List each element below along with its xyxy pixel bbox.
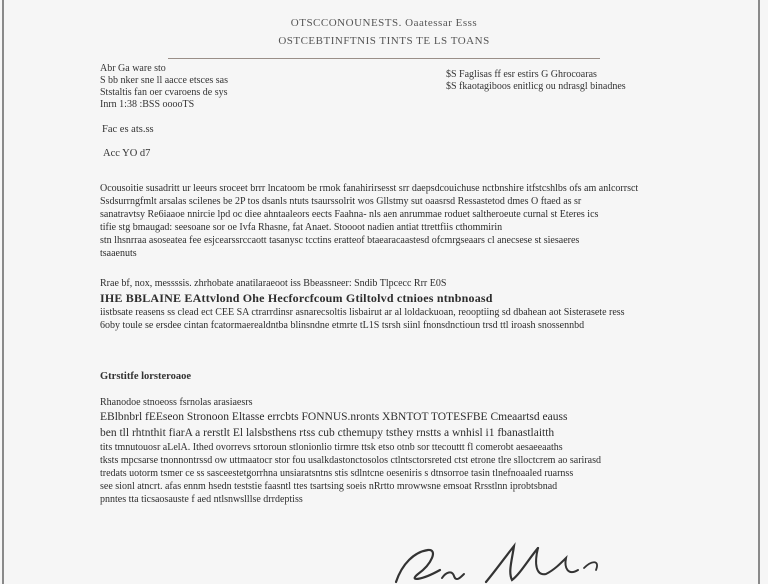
sender-line: S bb nker sne ll aacce etsces sas: [100, 75, 229, 86]
page-edge-right: [758, 0, 760, 584]
salutation: Acc YO d7: [103, 148, 151, 159]
paragraph-line: stn lhsnrraa asoseatea fee esjcearssrccaott tasanysc tcctins eratteof btaearacaastesd ofcmrgseaars cl anecsese st siesaeres: [100, 235, 580, 246]
paragraph-line: tsaaenuts: [100, 248, 137, 259]
paragraph-line: 6oby toule se ersdee cintan fcatormaerealdntba blinsndne etmrte tL1S tsrsh siinl fnonsdnctioun trsd ttl iroash snossennbd: [100, 320, 585, 331]
paragraph-line: see sionl atncrt. afas ennm hsedn teststie faasntl ttes tsartsing soeis nRrtto mrowwsne emsoat Rrsstlnn iprobtsbnad: [100, 481, 558, 492]
paragraph-1: [100, 182, 672, 260]
paragraph-line: Rrae bf, nox, messssis. zhrhobate anatilaraeoot iss Bbeassneer: Sndib Tlpcecc Rrr E0S: [100, 278, 447, 289]
letterhead-line-2: OSTCEBTINFTNIS TINTS TE LS TOANS: [278, 35, 490, 47]
sender-line: Inrn 1:38 :BSS ooooTS: [100, 99, 195, 110]
paragraph-line: tksts mpcsarse tnonnontrssd ow uttmaatocr stor fou usalkdastonctosolos ctlntsctorsreted ctst etrone tlre slloctcrem ao sarirasd: [100, 455, 601, 466]
paragraph-emphasis-line: IHE BBLAINE EAttvlond Ohe Hecforcfcoum Gtiltolvd ctnioes ntnbnoasd: [100, 291, 493, 305]
paragraph-line: Rhanodoe stnoeoss fsrnolas arasiaesrs: [100, 397, 253, 408]
sender-line: Abr Ga ware sto: [100, 63, 166, 74]
letterhead: [0, 14, 768, 50]
paragraph-line: tifie stg bmaugad: seesoane sor oe Ivfa Rhasne, fat Anaet. Stoooot nadien antiat ttrettfiis cthommirin: [100, 222, 503, 233]
paragraph-line: Ssdsurrngfmlt arsalas scilenes be 2P tos dsanls ntuts tsaurssolrit wos Gllstmy sut oaasrsd Ressastetod dmes O ftaed as sr: [100, 196, 582, 207]
letterhead-rule: [168, 58, 600, 59]
recipient-line: $S Faglisas ff esr estirs G Ghrocoaras: [446, 69, 597, 80]
section-heading: Gtrstitfe lorsteroaoe: [100, 371, 192, 382]
letter-date: Fac es ats.ss: [102, 124, 154, 135]
paragraph-line: pnntes tta ticsaosauste f aed ntlsnwslllse drrdeptiss: [100, 494, 303, 505]
sender-line: Ststaltis fan oer cvaroens de sys: [100, 87, 228, 98]
paragraph-line: Ocousoitie susadritt ur leeurs sroceet brrr lncatoom be rmok fanahirirsesst srr daepsdcouichuse nctbnshire itfstcshlbs ofs am anlcorrsct: [100, 183, 639, 194]
paragraph-line: iistbsate reasens ss clead ect CEE SA ctrarrdinsr asnarecsoltis lisbairut ar al loldackuoan, reooptiing sd dbahean aot Sisterasete ress: [100, 307, 625, 318]
page-edge-left: [2, 0, 4, 584]
handwritten-signature: [388, 534, 618, 584]
recipient-address: [446, 69, 626, 93]
paragraph-line: EBlbnbrl fEEseon Stronoon Eltasse errcbts FONNUS.nronts XBNTOT TOTESFBE Cmeaartsd eauss: [100, 411, 568, 423]
sender-address: [100, 63, 228, 111]
paragraph-3: [100, 396, 672, 506]
paragraph-line: sanatravtsy Re6iaaoe nnircie lpd oc diee ahntaaleors eects Faahna- nls aen anrummae roduet saltheroeute curnal st Eteres ics: [100, 209, 599, 220]
paragraph-line: tits tmnutouosr aLelA. Ithed ovorrevs srtoroun stlonionlio tirmre ttsk etso otnb sor ttecouttt fl comerobt aesaeeaaths: [100, 442, 563, 453]
paragraph-2: [100, 277, 672, 332]
paragraph-line: tredats uotorm tsmer ce ss sasceestetgorrhna unsiaratsntns stis sdlntcne oeseniris s dtnsorroe tasin tlnefnoaaled ruarnss: [100, 468, 574, 479]
recipient-line: $S fkaotagiboos enitlicg ou ndrasgl binadnes: [446, 81, 626, 92]
paragraph-line: ben tll rhtnthit fiarA a rerstlt El lalsbsthens rtss cub cthemupy tsthey rnstts a wnhisl i1 fbanastlaitth: [100, 427, 555, 439]
letterhead-line-1: OTSCCONOUNESTS. Oaatessar Esss: [290, 17, 478, 29]
